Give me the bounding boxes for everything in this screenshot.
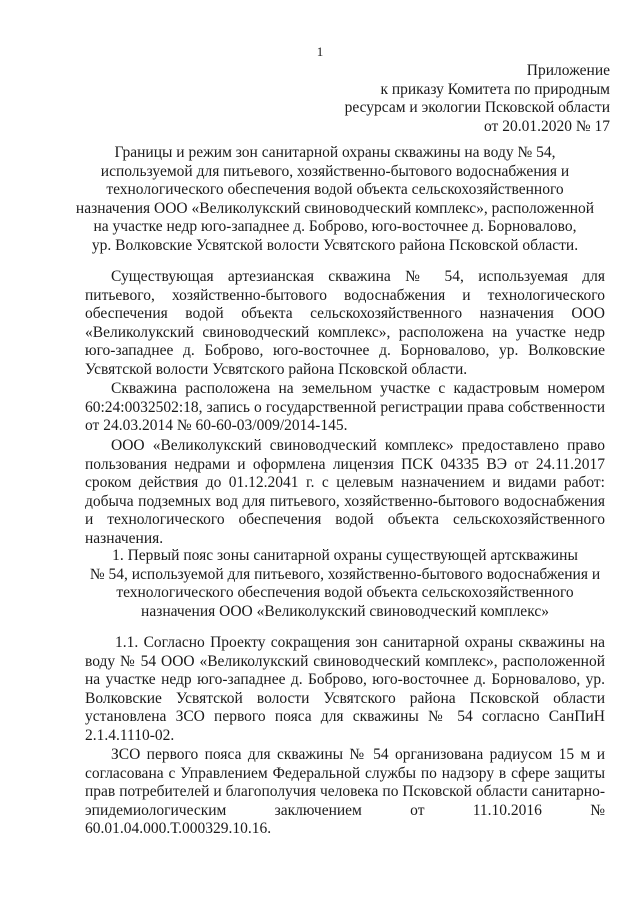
approval-line: к приказу Комитета по природным xyxy=(380,80,610,98)
section-title-line: 1. Первый пояс зоны санитарной охраны существующей артскважины xyxy=(112,547,578,564)
document-title xyxy=(60,144,610,256)
title-line: Границы и режим зон санитарной охраны скважины на воду № 54, xyxy=(114,144,556,161)
title-line: технологического обеспечения водой объекта сельскохозяйственного xyxy=(106,181,564,199)
approval-line: ресурсам и экологии Псковской области xyxy=(344,99,610,116)
title-line: назначения ООО «Великолукский свиноводческий комплекс», расположенной xyxy=(75,199,595,217)
approval-line: от 20.01.2020 № 17 xyxy=(484,117,610,135)
paragraph-zone-radius: ЗСО первого пояса для скважины № 54 организована радиусом 15 м и согласована с Управлением Федеральной службы по надзору в сфере защиты прав потребителей и благополучия человека по Псковской области санитарно-эпидемиологическим заключением от 11.10.2016 № 60.01.04.000.Т.000329.10.16. xyxy=(85,746,605,838)
paragraph-well-description: Существующая артезианская скважина № 54, используемая для питьевого, хозяйственно-бытового водоснабжения и технологического обеспечения водой объекта сельскохозяйственного назначения ООО «Великолукский свиноводческий комплекс», расположена на участке недр юго-западнее д. Боброво, юго-восточнее д. Борновалово, ур. Волковские Усвятской волости Усвятского района Псковской области. xyxy=(85,268,605,378)
section-1-title xyxy=(85,547,605,621)
title-line: используемой для питьевого, хозяйственно-бытового водоснабжения и xyxy=(100,162,570,180)
section-title-line: назначения ООО «Великолукский свиноводческий комплекс» xyxy=(141,602,549,620)
title-line: ур. Волковские Усвятской волости Усвятского района Псковской области. xyxy=(91,236,579,254)
approval-line: Приложение xyxy=(526,62,610,79)
paragraph-land-plot: Скважина расположена на земельном участке с кадастровым номером 60:24:0032502:18, запись о государственной регистрации права собственности от 24.03.2014 № 60-60-03/009/2014-145. xyxy=(85,380,605,435)
approval-block xyxy=(345,62,610,136)
page-number: 1 xyxy=(316,44,324,59)
paragraph-license: ООО «Великолукский свиноводческий комплекс» предоставлено право пользования недрами и оформлена лицензия ПСК 04335 ВЭ от 24.11.2017 сроком действия до 01.12.2041 г. с целевым назначением и видами работ: добыча подземных вод для питьевого, хозяйственно-бытового водоснабжения и технологического обеспечения водой объекта сельскохозяйственного назначения. xyxy=(85,437,605,547)
section-title-line: технологического обеспечения водой объекта сельскохозяйственного xyxy=(116,584,574,602)
paragraph-1-1: 1.1. Согласно Проекту сокращения зон санитарной охраны скважины на воду № 54 ООО «Великолукский свиноводческий комплекс», расположенной на участке недр юго-западнее д. Боброво, юго-восточнее д. Борновалово, ур. Волковские Усвятской волости Усвятского района Псковской области установлена ЗСО первого пояса для скважины № 54 согласно СанПиН 2.1.4.1110-02. xyxy=(85,634,605,744)
section-title-line: № 54, используемой для питьевого, хозяйственно-бытового водоснабжения и xyxy=(89,565,601,583)
title-line: на участке недр юго-западнее д. Боброво, юго-восточнее д. Борновалово, xyxy=(93,218,577,236)
